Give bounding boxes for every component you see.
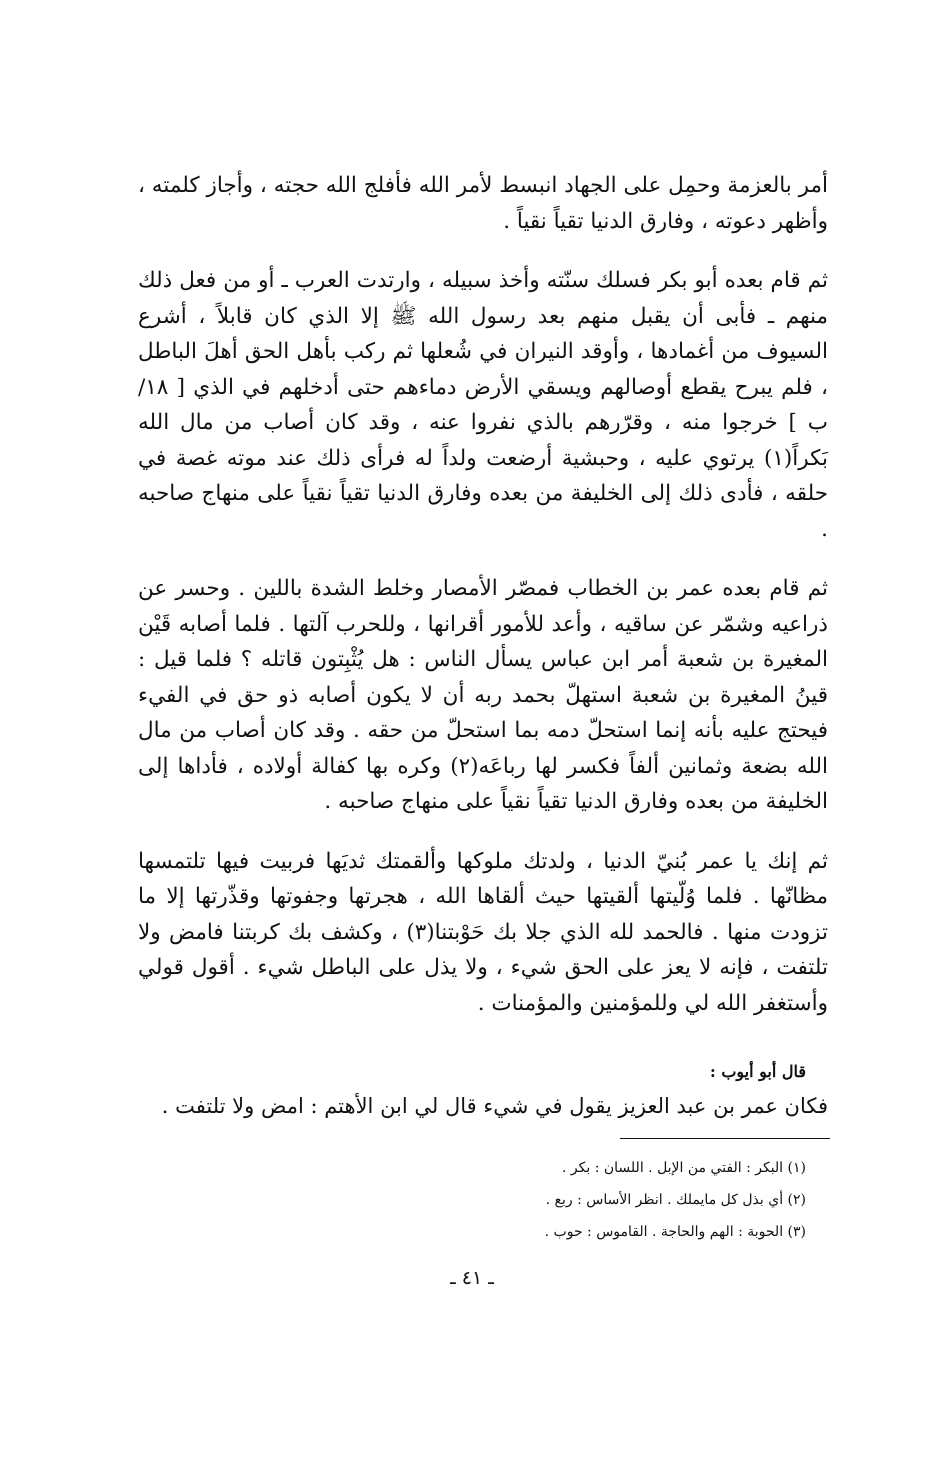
paragraph-4: ثم إنك يا عمر بُنيّ الدنيا ، ولدتك ملوكها وألقمتك ثديَها فربيت فيها تلتمسها مظانّها . فلما وُلّيتها ألقيتها حيث ألقاها الله ، هجرتها وجفوتها وقذّرتها إلا ما تزودت منها . فالحمد لله الذي جلا بك حَوْبتنا(٣) ، وكشف بك كربتنا فامض ولا تلتفت ، فإنه لا يعز على الحق شيء ، ولا يذل على الباطل شيء . أقول قولي وأستغفر الله لي وللمؤمنين والمؤمنات . — [138, 848, 828, 1016]
paragraph-1: أمر بالعزمة وحمِل على الجهاد انبسط لأمر الله فأفلج الله حجته ، وأجاز كلمته ، وأظهر دعوته ، وفارق الدنيا تقياً نقياً . — [138, 173, 828, 234]
footnote-2: (٢) أي بذل كل مايملك . انظر الأساس : ربع . — [545, 1192, 806, 1208]
quote-line: فكان عمر بن عبد العزيز يقول في شيء قال لي ابن الأهتم : امض ولا تلتفت . — [161, 1094, 828, 1118]
paragraph-3: ثم قام بعده عمر بن الخطاب فمصّر الأمصار وخلط الشدة باللين . وحسر عن ذراعيه وشمّر عن ساقيه ، وأعد للأمور أقرانها ، وللحرب آلتها . فلما أصابه قَيْن المغيرة بن شعبة أمر ابن عباس يسأل الناس : هل يُثْبِتون قاتله ؟ فلما قيل : قينُ المغيرة بن شعبة استهلّ بحمد ربه أن لا يكون أصابه ذو حق في الفيء فيحتج عليه بأنه إنما استحلّ دمه بما استحلّ من حقه . وقد كان أصاب من مال الله بضعة وثمانين ألفاً فكسر لها رباعَه(٢) وكره بها كفالة أولاده ، فأداها إلى الخليفة من بعده وفارق الدنيا تقياً نقياً على منهاج صاحبه . — [138, 576, 828, 814]
paragraph-2: ثم قام بعده أبو بكر فسلك سنّته وأخذ سبيله ، وارتدت العرب ـ أو من فعل ذلك منهم ـ فأبى أن يقبل منهم بعد رسول الله ﷺ إلا الذي كان قابلاً ، أشرع السيوف من أغمادها ، وأوقد النيران في شُعلها ثم ركب بأهل الحق أهلَ الباطل ، فلم يبرح يقطع أوصالهم ويسقي الأرض دماءهم حتى أدخلهم في الذي [ ١٨/ب ] خرجوا منه ، وقرّرهم بالذي نفروا عنه ، وقد كان أصاب من مال الله بَكراً(١) يرتوي عليه ، وحبشية أرضعت ولداً له فرأى ذلك عند موته غصة في حلقه ، فأدى ذلك إلى الخليفة من بعده وفارق الدنيا تقياً نقياً على منهاج صاحبه . — [138, 268, 828, 542]
footnote-divider — [620, 1138, 830, 1139]
body-text — [138, 168, 828, 1045]
footnote-3: (٣) الحوبة : الهم والحاجة . القاموس : حوب . — [544, 1224, 806, 1240]
page-number: ـ ٤١ ـ — [450, 1267, 494, 1289]
speaker-heading: قال أبو أيوب : — [709, 1062, 806, 1081]
footnotes — [380, 1152, 806, 1248]
footnote-1: (١) البكر : الفتي من الإبل . اللسان : بكر . — [562, 1160, 806, 1176]
